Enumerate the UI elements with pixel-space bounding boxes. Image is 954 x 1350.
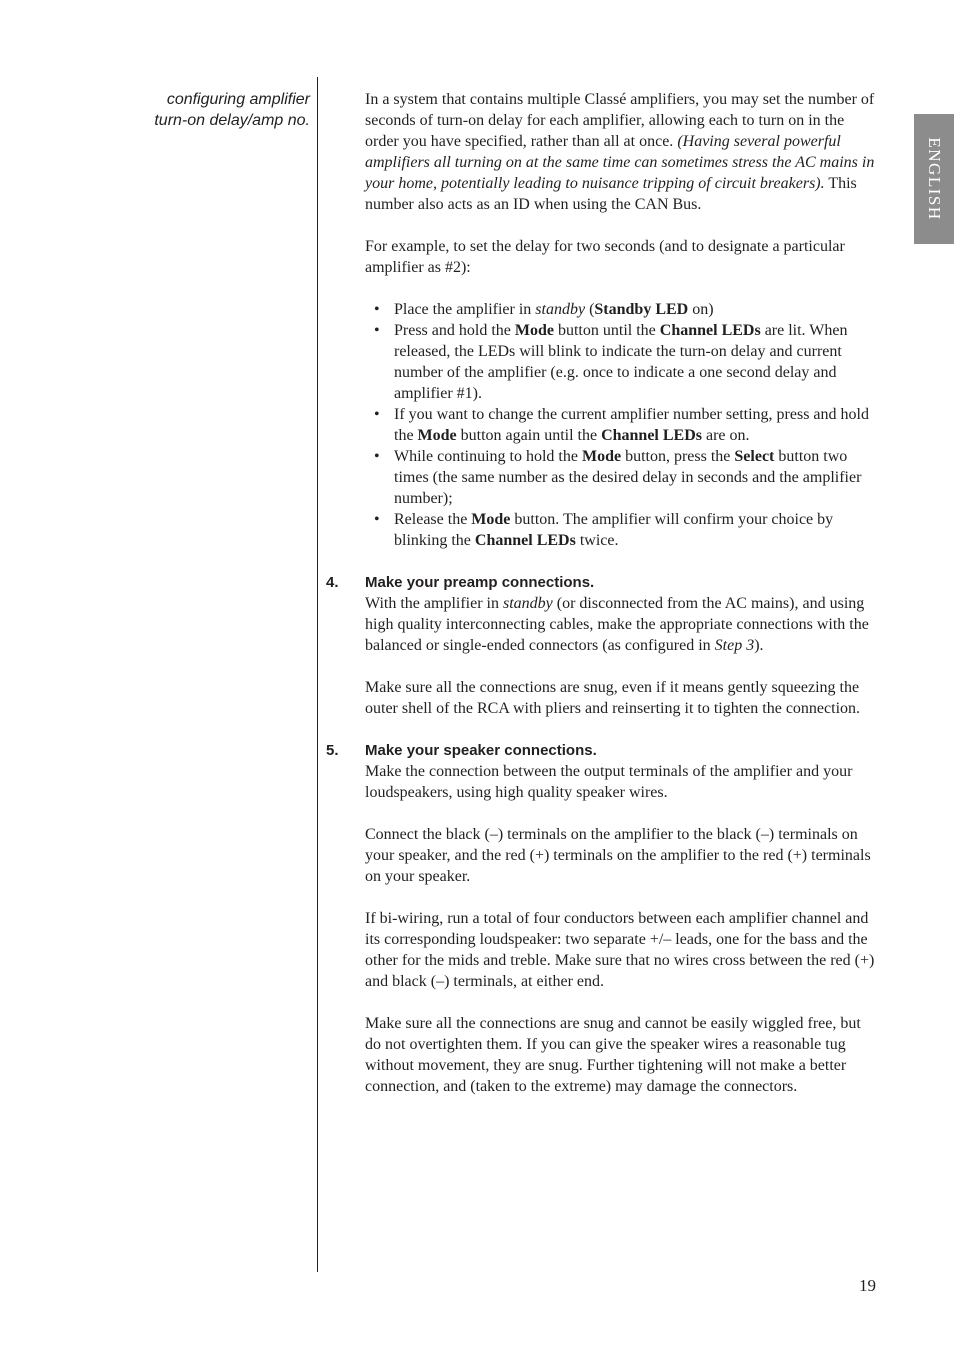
example-paragraph: For example, to set the delay for two seconds (and to designate a particular amplifier as #2): — [365, 238, 845, 276]
step-number: 5. — [326, 742, 339, 759]
section-side-heading — [120, 89, 310, 131]
language-tab — [914, 114, 954, 244]
list-item: • While continuing to hold the Mode button, press the Select button two times (the same number as the desired delay in seconds and the amplifier number); — [374, 448, 862, 507]
main-content — [326, 89, 880, 1118]
step-4-section — [326, 572, 880, 719]
intro-paragraph: In a system that contains multiple Classé amplifiers, you may set the number of seconds of turn-on delay for each amplifier, allowing each to turn on in the order you have specified, rather than all at once. (Having several powerful amplifiers all turning on at the same time can sometimes stress the AC mains in your home, potentially leading to nuisance tripping of circuit breakers). This number also acts as an ID when using the CAN Bus. — [365, 91, 875, 213]
instruction-list — [365, 299, 880, 551]
step-paragraph: Make the connection between the output terminals of the amplifier and your loudspeakers, using high quality speaker wires. — [365, 763, 853, 801]
step-number: 4. — [326, 574, 339, 591]
step-title: Make your speaker connections. — [365, 742, 597, 759]
list-item: • Release the Mode button. The amplifier will confirm your choice by blinking the Channel LEDs twice. — [374, 511, 834, 549]
step-title: Make your preamp connections. — [365, 574, 595, 591]
side-heading-line-1: configuring amplifier — [166, 91, 310, 108]
vertical-divider — [317, 77, 318, 1272]
step-paragraph: With the amplifier in standby (or disconnected from the AC mains), and using high quality interconnecting cables, make the appropriate connections with the balanced or single-ended connectors (as configured in Step 3). — [365, 595, 869, 654]
step-paragraph: Connect the black (–) terminals on the amplifier to the black (–) terminals on your speaker, and the red (+) terminals on the amplifier to the red (+) terminals on your speaker. — [365, 826, 871, 885]
step-paragraph: Make sure all the connections are snug and cannot be easily wiggled free, but do not overtighten them. If you can give the speaker wires a reasonable tug without movement, they are snug. Further tightening will not make a better connection, and (taken to the extreme) may damage the connectors. — [365, 1015, 861, 1095]
list-item: • Press and hold the Mode button until the Channel LEDs are lit. When released, the LEDs will blink to indicate the turn-on delay and current number of the amplifier (e.g. once to indicate a one second delay and amplifier #1). — [374, 322, 848, 402]
step-paragraph: If bi-wiring, run a total of four conductors between each amplifier channel and its corresponding loudspeaker: two separate +/– leads, one for the bass and the other for the mids and treble. Make sure that no wires cross between the red (+) and black (–) terminals, at either end. — [365, 910, 875, 990]
page-number: 19 — [859, 1276, 876, 1295]
step-paragraph: Make sure all the connections are snug, even if it means gently squeezing the outer shell of the RCA with pliers and reinserting it to tighten the connection. — [365, 679, 861, 717]
step-5-section — [326, 740, 880, 1097]
side-heading-line-2: turn-on delay/amp no. — [154, 112, 310, 129]
list-item: • Place the amplifier in standby (Standby LED on) — [374, 301, 714, 318]
list-item: • If you want to change the current amplifier number setting, press and hold the Mode button again until the Channel LEDs are on. — [374, 406, 869, 444]
language-tab-label: ENGLISH — [925, 137, 944, 221]
